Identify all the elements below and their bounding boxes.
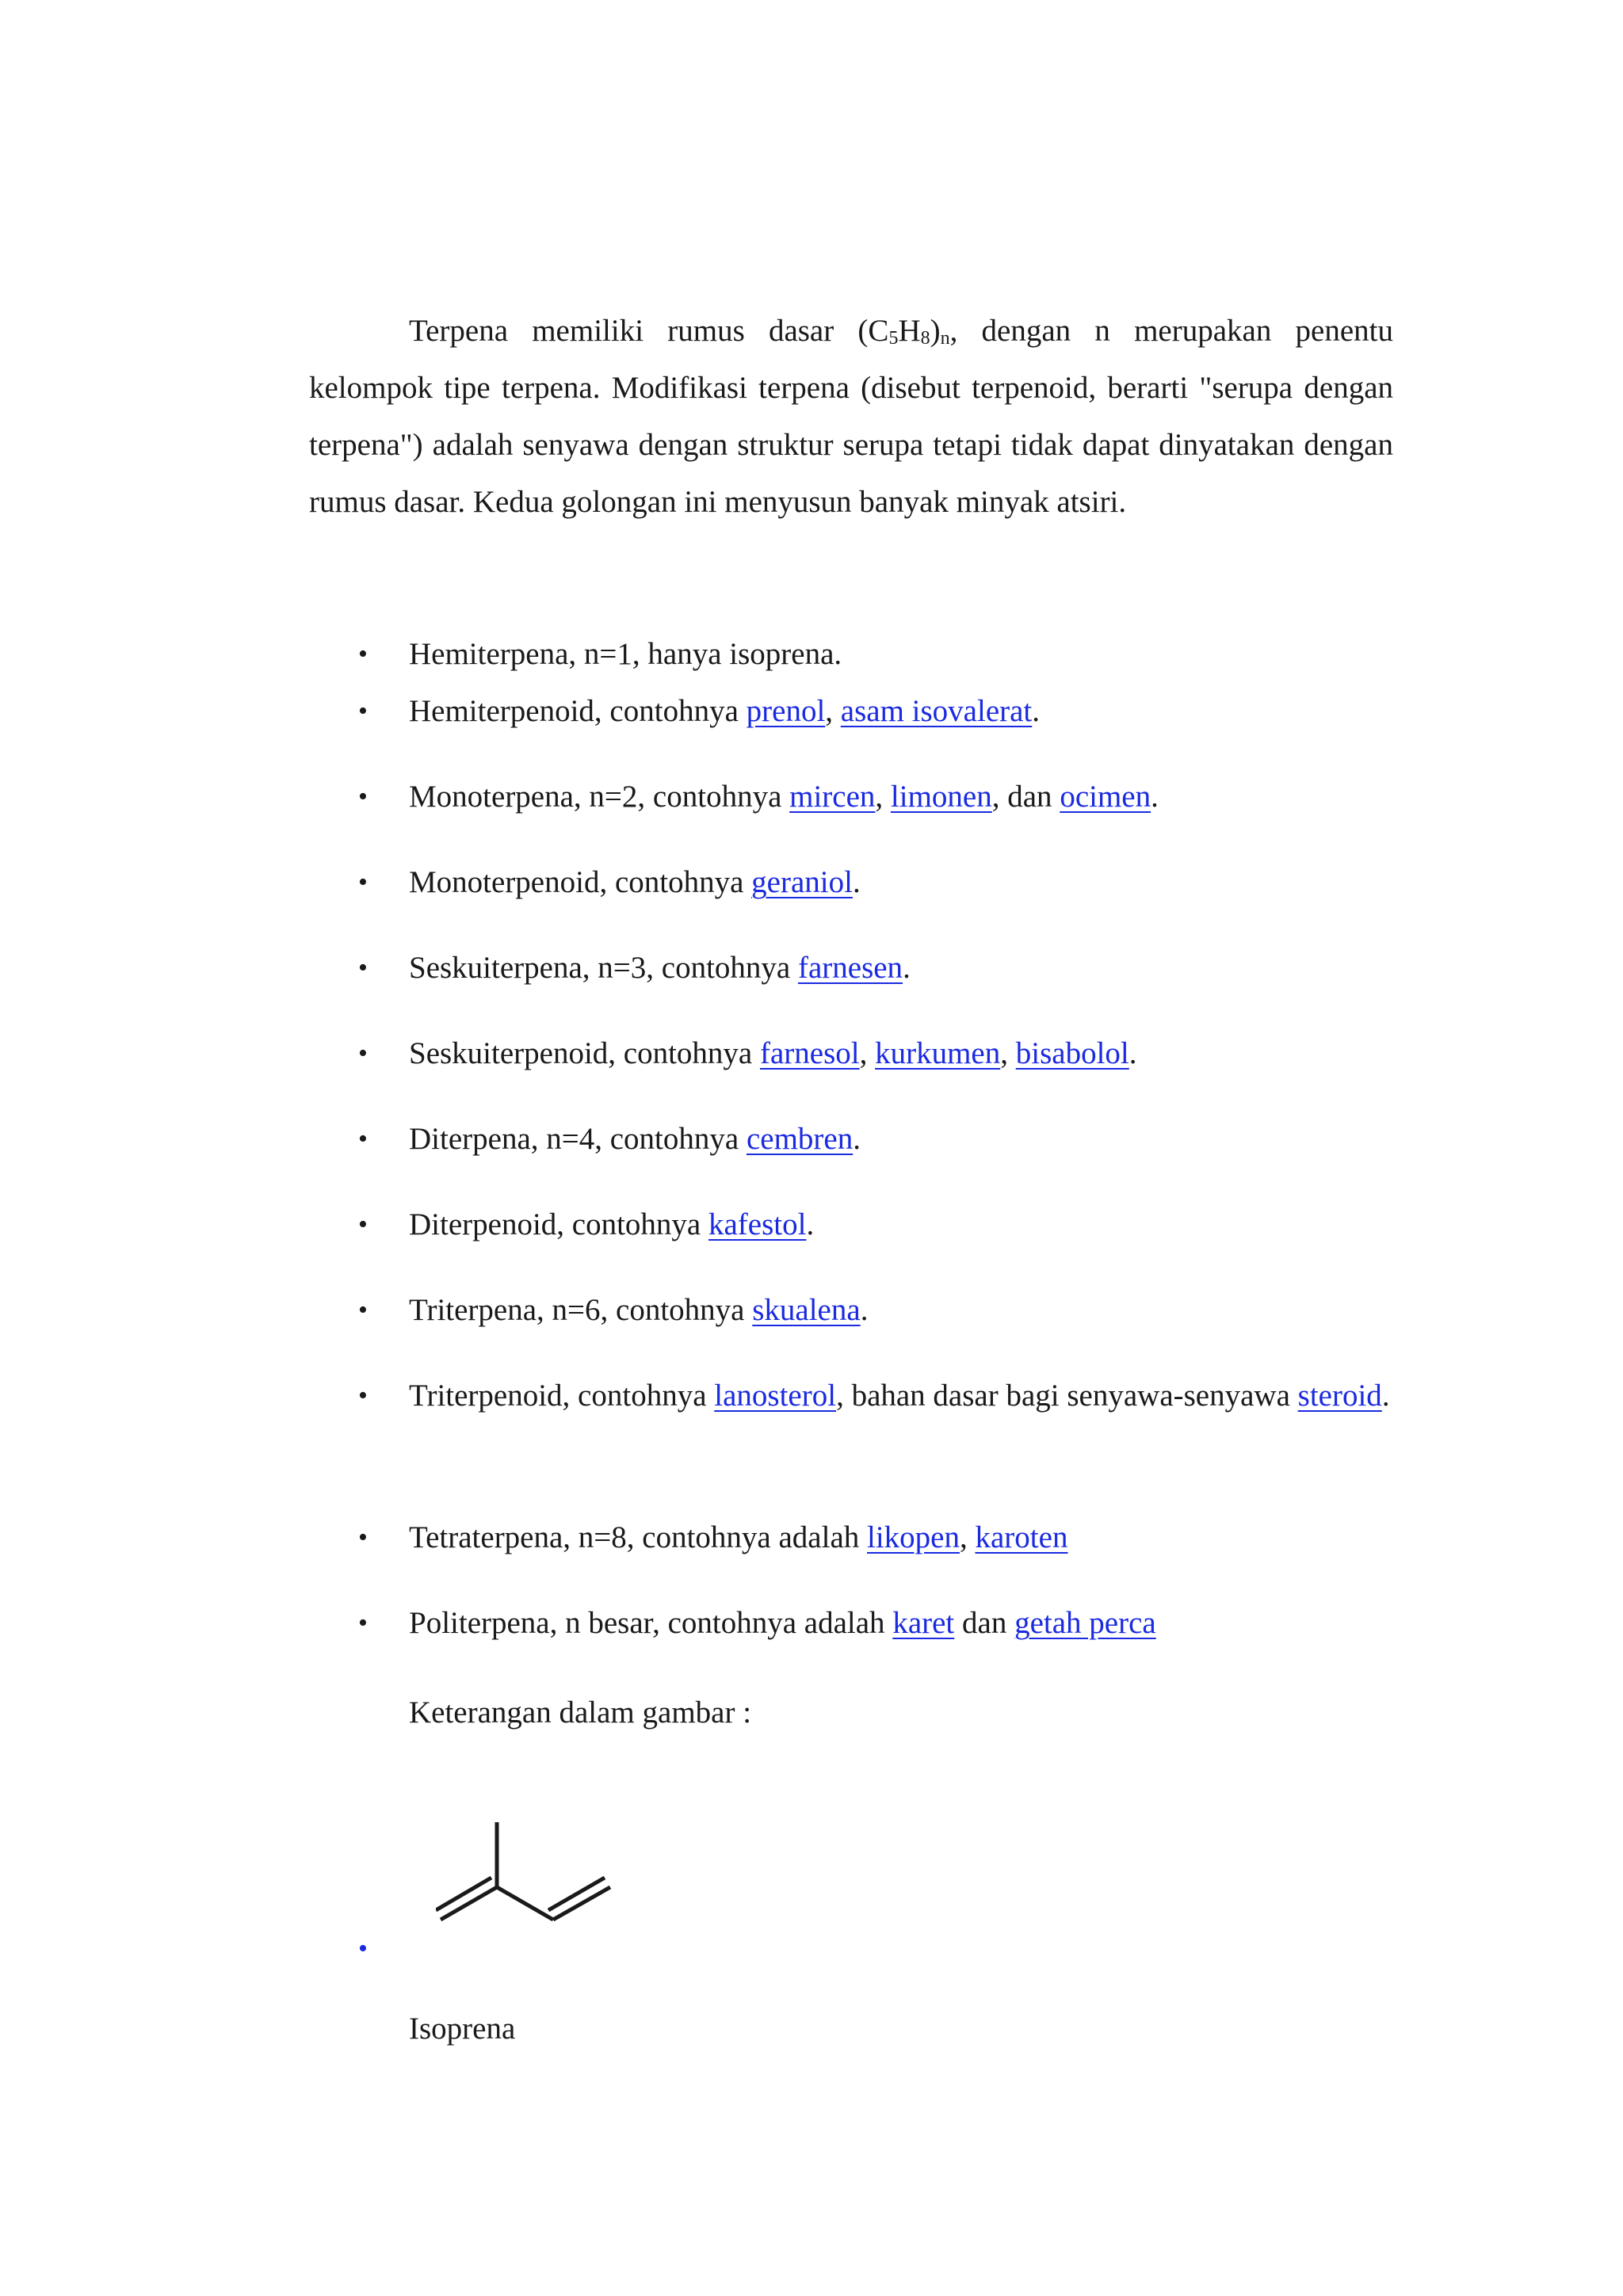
intro-subscript-3: n	[940, 328, 950, 349]
list-item-segment: .	[860, 1293, 869, 1327]
bullet-icon: •	[358, 1608, 368, 1638]
list-item-segment: Politerpena, n besar, contohnya adalah	[409, 1606, 893, 1640]
bullet-icon: •	[358, 1295, 368, 1325]
term-link[interactable]: limonen	[890, 780, 992, 814]
list-item-segment: .	[1381, 1379, 1390, 1413]
term-link[interactable]: mircen	[789, 780, 876, 814]
term-link[interactable]: steroid	[1297, 1379, 1382, 1413]
list-item-text	[409, 1595, 1393, 1652]
term-link[interactable]: getah perca	[1014, 1606, 1156, 1640]
bullet-icon: •	[358, 639, 368, 669]
term-link[interactable]: karoten	[975, 1520, 1068, 1554]
list-item-segment: ,	[960, 1520, 976, 1554]
list-item-text	[409, 1025, 1393, 1082]
list-item-segment: ,	[875, 780, 891, 814]
bullet-icon: •	[358, 782, 368, 811]
list-item-text	[409, 683, 1393, 740]
list-item-text	[409, 854, 1393, 911]
list-item-text	[409, 1367, 1393, 1425]
term-link[interactable]: farnesen	[797, 951, 903, 985]
figure-bullet: •	[358, 1934, 368, 1963]
list-item-segment: .	[852, 865, 861, 899]
bullet-icon: •	[358, 953, 368, 982]
list-item-segment: dan	[954, 1606, 1015, 1640]
single-bond-center	[497, 1887, 553, 1920]
list-item-text	[409, 1196, 1393, 1253]
term-link[interactable]: ocimen	[1060, 780, 1151, 814]
list-item-segment: Tetraterpena, n=8, contohnya adalah	[409, 1520, 868, 1554]
figure-caption-label: Keterangan dalam gambar :	[409, 1695, 752, 1730]
term-link[interactable]: kafestol	[708, 1207, 807, 1241]
intro-paragraph	[309, 303, 1393, 531]
list-item-segment: , dan	[991, 780, 1060, 814]
term-link[interactable]: lanosterol	[714, 1379, 837, 1413]
list-item-segment: Seskuiterpena, n=3, contohnya	[409, 951, 798, 985]
intro-text-2: H	[898, 314, 921, 348]
list-item-text	[409, 769, 1393, 826]
figure-name: Isoprena	[409, 2012, 516, 2046]
intro-text-3: )	[930, 314, 941, 348]
bullet-icon: •	[358, 868, 368, 897]
list-item-text	[409, 940, 1393, 997]
list-item-text	[409, 1282, 1393, 1339]
list-item-segment: Seskuiterpenoid, contohnya	[409, 1036, 760, 1070]
term-link[interactable]: prenol	[746, 694, 826, 728]
list-item-segment: Monoterpena, n=2, contohnya	[409, 780, 790, 814]
term-link[interactable]: skualena	[752, 1293, 861, 1327]
isoprene-structure-icon	[436, 1814, 642, 1949]
term-link[interactable]: geraniol	[751, 865, 853, 899]
term-link[interactable]: kurkumen	[875, 1036, 1001, 1070]
list-item-segment: Triterpena, n=6, contohnya	[409, 1293, 753, 1327]
intro-text-1: Terpena memiliki rumus dasar (C	[409, 314, 889, 348]
list-item-segment: Diterpenoid, contohnya	[409, 1207, 708, 1241]
intro-text-4: , dengan n merupakan penentu kelompok tipe terpena. Modifikasi terpena (disebut terpenoid, berarti "serupa dengan terpena") adalah senyawa dengan struktur serupa tetapi tidak dapat dinyatakan dengan rumus dasar. Kedua golongan ini menyusun banyak minyak atsiri.	[309, 314, 1393, 519]
intro-subscript-1: 5	[888, 328, 899, 349]
bullet-icon: •	[358, 1210, 368, 1239]
term-link[interactable]: asam isovalerat	[840, 694, 1033, 728]
list-item-segment: Triterpenoid, contohnya	[409, 1379, 715, 1413]
list-item-segment: .	[806, 1207, 815, 1241]
list-item-segment: .	[903, 951, 911, 985]
term-link[interactable]: karet	[892, 1606, 955, 1640]
list-item-segment: ,	[825, 694, 841, 728]
list-item-segment: Monoterpenoid, contohnya	[409, 865, 752, 899]
list-item-text	[409, 1111, 1393, 1168]
bullet-icon: •	[358, 1039, 368, 1068]
term-link[interactable]: cembren	[746, 1122, 854, 1156]
list-item-segment: , bahan dasar bagi senyawa-senyawa	[836, 1379, 1298, 1413]
bullet-icon: •	[358, 1124, 368, 1154]
bullet-icon: •	[358, 1523, 368, 1552]
list-item-segment: Hemiterpenoid, contohnya	[409, 694, 747, 728]
bullet-icon: •	[358, 696, 368, 726]
list-item-segment: .	[853, 1122, 861, 1156]
list-item-segment: .	[1032, 694, 1041, 728]
list-item-segment: Hemiterpena, n=1, hanya isoprena.	[409, 637, 842, 671]
term-link[interactable]: likopen	[867, 1520, 960, 1554]
list-item-segment: ,	[859, 1036, 876, 1070]
list-item-segment: .	[1128, 1036, 1137, 1070]
list-item-segment: .	[1151, 780, 1159, 814]
list-item-segment: Diterpena, n=4, contohnya	[409, 1122, 747, 1156]
list-item-segment: ,	[1000, 1036, 1016, 1070]
term-link[interactable]: bisabolol	[1015, 1036, 1129, 1070]
list-item-text	[409, 1509, 1393, 1566]
intro-subscript-2: 8	[920, 328, 930, 349]
term-link[interactable]: farnesol	[760, 1036, 860, 1070]
list-item-text	[409, 626, 1393, 683]
bullet-icon: •	[358, 1381, 368, 1410]
